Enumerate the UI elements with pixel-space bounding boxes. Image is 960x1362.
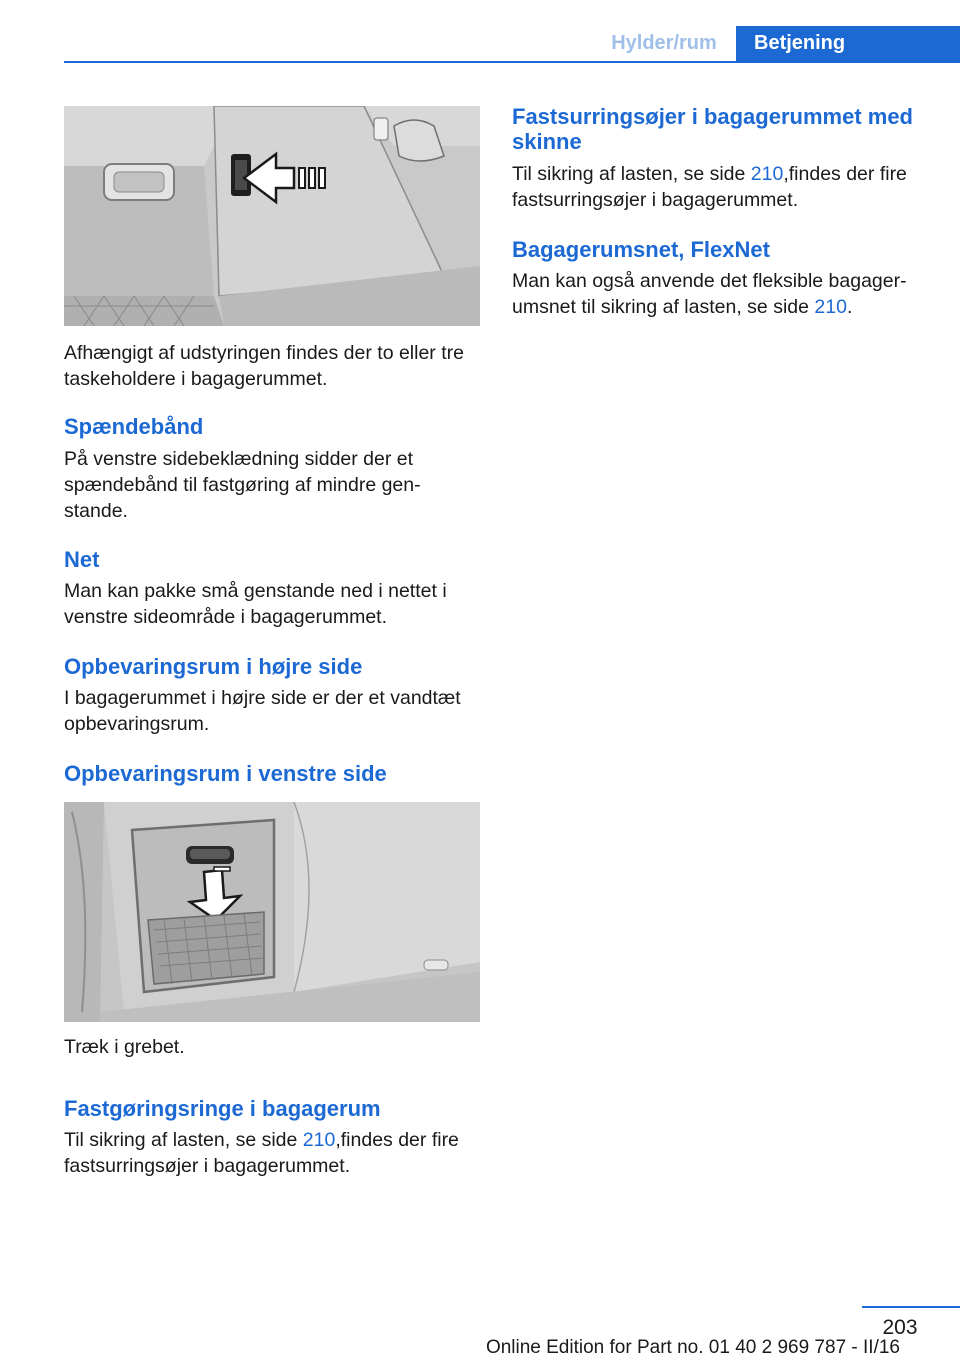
header-rule bbox=[64, 61, 960, 63]
footer-edition: Online Edition for Part no. 01 40 2 969 787 - II/16 bbox=[485, 1337, 900, 1358]
page-link-210[interactable]: 210 bbox=[814, 296, 847, 318]
header-tab-section: Hylder/rum bbox=[611, 32, 717, 54]
text-flexnet-end: . bbox=[846, 296, 853, 318]
text-rings bbox=[64, 1127, 482, 1179]
page-link-210[interactable]: 210 bbox=[750, 163, 784, 185]
figure-bag-holder-illustration bbox=[64, 106, 480, 326]
page-link-210[interactable]: 210 bbox=[302, 1129, 336, 1151]
bag-holder-drawing bbox=[64, 106, 480, 326]
text-net: Man kan pakke små genstande ned i nettet i venstre sideområde i bagagerummet. bbox=[64, 580, 447, 628]
heading-strap: Spændebånd bbox=[64, 414, 204, 439]
header-tab-chapter: Betjening bbox=[736, 26, 960, 61]
caption-pull-handle: Træk i grebet. bbox=[64, 1036, 185, 1058]
heading-flexnet: Bagagerumsnet, FlexNet bbox=[512, 237, 770, 262]
text-rings-start: Til sikring af lasten, se side bbox=[64, 1129, 303, 1151]
heading-left-storage: Opbevaringsrum i venstre side bbox=[64, 761, 387, 786]
text-right-storage: I bagagerummet i højre side er der et vandtæt opbevaringsrum. bbox=[64, 687, 461, 735]
footer-rule bbox=[862, 1306, 960, 1308]
page-number: 203 bbox=[882, 1316, 918, 1339]
caption-bag-holders: Afhængigt af udstyringen findes der to eller tre taskeholdere i bagagerummet. bbox=[64, 342, 464, 390]
left-storage-drawing bbox=[64, 802, 480, 1022]
text-rings-end: ,findes der fire fastsurringsøjer i bagagerummet. bbox=[64, 1129, 459, 1177]
heading-right-storage: Opbevaringsrum i højre side bbox=[64, 654, 363, 679]
figure-left-storage-illustration bbox=[64, 802, 480, 1022]
heading-net: Net bbox=[64, 547, 100, 572]
text-eyes-end: ,findes der fire fastsurringsøjer i bagagerummet. bbox=[512, 163, 907, 211]
text-eyes-start: Til sikring af lasten, se side bbox=[512, 163, 751, 185]
text-flexnet bbox=[512, 268, 930, 320]
text-strap: På venstre sidebeklædning sidder der et spændebånd til fastgøring af mindre gen-stande. bbox=[64, 448, 421, 522]
heading-rings: Fastgøringsringe i bagagerum bbox=[64, 1096, 381, 1121]
heading-lashing-eyes-rail: Fastsurringsøjer i bagagerummet med skinne bbox=[512, 104, 913, 154]
text-flexnet-start: Man kan også anvende det fleksible bagager-umsnet til sikring af lasten, se side bbox=[512, 270, 907, 318]
text-lashing-eyes bbox=[512, 161, 930, 213]
